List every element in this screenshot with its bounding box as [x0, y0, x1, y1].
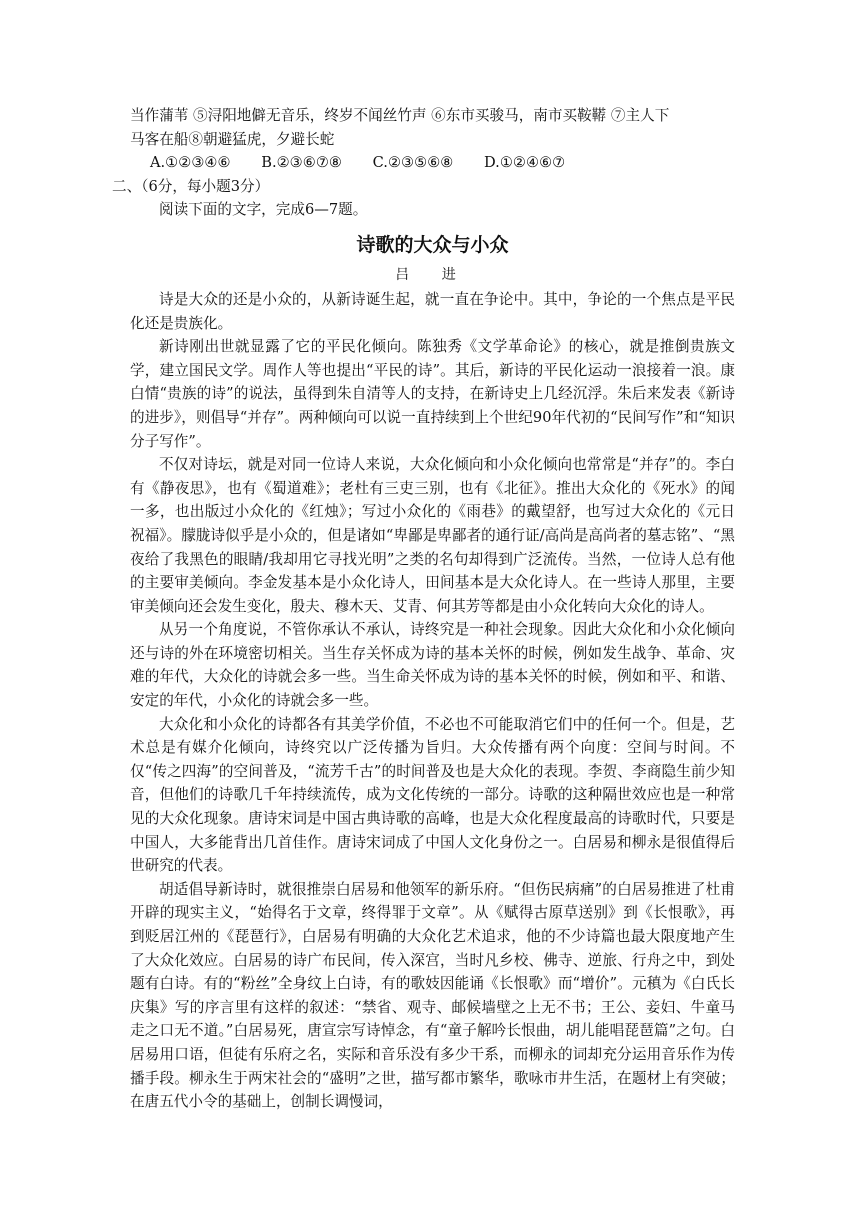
page-content — [112, 104, 735, 1114]
article-paragraph-3: 不仅对诗坛，就是对同一位诗人来说，大众化倾向和小众化倾向也常常是“并存”的。李白有《静夜思》，也有《蜀道难》；老杜有三吏三别，也有《北征》。推出大众化的《死水》的闻一多，也出版过小众化的《红烛》；写过小众化的《雨巷》的戴望舒，也写过大众化的《元日祝福》。朦胧诗似乎是小众的，但是诸如“卑鄙是卑鄙者的通行证/高尚是高尚者的墓志铭”、“黑夜给了我黑色的眼睛/我却用它寻找光明”之类的名句却得到广泛流传。当然，一位诗人总有他的主要审美倾向。李金发基本是小众化诗人，田间基本是大众化诗人。在一些诗人那里，主要审美倾向还会发生变化，殷夫、穆木天、艾青、何其芳等都是由小众化转向大众化的诗人。 — [130, 456, 735, 615]
choice-c: C.②③⑤⑥⑧ — [372, 154, 454, 172]
article-title: 诗歌的大众与小众 — [356, 233, 509, 256]
article-author: 吕 进 — [395, 266, 470, 283]
choice-b: B.②③⑥⑦⑧ — [261, 154, 343, 172]
question-option-text-line-1: 当作蒲苇 ⑤浔阳地僻无音乐，终岁不闻丝竹声 ⑥东市买骏马，南市买鞍鞯 ⑦主人下 — [130, 107, 670, 124]
section-heading: 二、（6分，每小题3分） — [112, 177, 270, 195]
article-paragraph-1: 诗是大众的还是小众的，从新诗诞生起，就一直在争论中。其中，争论的一个焦点是平民化还是贵族化。 — [130, 290, 735, 332]
article-paragraph-5: 大众化和小众化的诗都各有其美学价值，不必也不可能取消它们中的任何一个。但是，艺术总是有媒介化倾向，诗终究以广泛传播为旨归。大众传播有两个向度：空间与时间。不仅“传之四海”的空间普及，“流芳千古”的时间普及也是大众化的表现。李贺、李商隐生前少知音，但他们的诗歌几千年持续流传，成为文化传统的一部分。诗歌的这种隔世效应也是一种常见的大众化现象。唐诗宋词是中国古典诗歌的高峰，也是大众化程度最高的诗歌时代，只要是中国人，大多能背出几首佳作。唐诗宋词成了中国人文化身份之一。白居易和柳永是很值得后世研究的代表。 — [130, 715, 735, 875]
choice-d: D.①②④⑥⑦ — [484, 154, 566, 172]
choice-a: A.①②③④⑥ — [150, 154, 231, 172]
question-option-text-line-2: 马客在船⑧朝避猛虎，夕避长蛇 — [130, 130, 335, 148]
section-instruction: 阅读下面的文字，完成6—7题。 — [159, 201, 368, 219]
article-paragraph-2: 新诗刚出世就显露了它的平民化倾向。陈独秀《文学革命论》的核心，就是推倒贵族文学，建立国民文学。周作人等也提出“平民的诗”。其后，新诗的平民化运动一浪接着一浪。康白情“贵族的诗”的说法，虽得到朱自清等人的支持，在新诗史上几经沉浮。朱后来发表《新诗的进步》，则倡导“并存”。两种倾向可以说一直持续到上个世纪90年代初的“民间写作”和“知识分子写作”。 — [130, 338, 735, 450]
article-paragraph-4: 从另一个角度说，不管你承认不承认，诗终究是一种社会现象。因此大众化和小众化倾向还与诗的外在环境密切相关。当生存关怀成为诗的基本关怀的时候，例如发生战争、革命、灾难的年代，大众化的诗就会多一些。当生命关怀成为诗的基本关怀的时候，例如和平、和谐、安定的年代，小众化的诗就会多一些。 — [130, 621, 735, 710]
answer-choices — [130, 151, 735, 175]
article-paragraph-6: 胡适倡导新诗时，就很推崇白居易和他领军的新乐府。“但伤民病痛”的白居易推进了杜甫开辟的现实主义，“始得名于文章，终得罪于文章”。从《赋得古原草送别》到《长恨歌》，再到贬居江州的《琵琶行》，白居易有明确的大众化艺术追求，他的不少诗篇也最大限度地产生了大众化效应。白居易的诗广布民间，传入深宫，当时凡乡校、佛寺、逆旅、行舟之中，到处题有白诗。有的“粉丝”全身纹上白诗，有的歌妓因能诵《长恨歌》而“增价”。元稹为《白氏长庆集》写的序言里有这样的叙述：“禁省、观寺、邮候墙壁之上无不书；王公、妾妇、牛童马走之口无不道。”白居易死，唐宣宗写诗悼念，有“童子解吟长恨曲，胡儿能唱琵琶篇”之句。白居易用口语，但徒有乐府之名，实际和音乐没有多少干系，而柳永的词却充分运用音乐作为传播手段。柳永生于两宋社会的“盛明”之世，描写都市繁华，歌咏市井生活，在题材上有突破；在唐五代小令的基础上，创制长调慢词， — [130, 880, 735, 1111]
